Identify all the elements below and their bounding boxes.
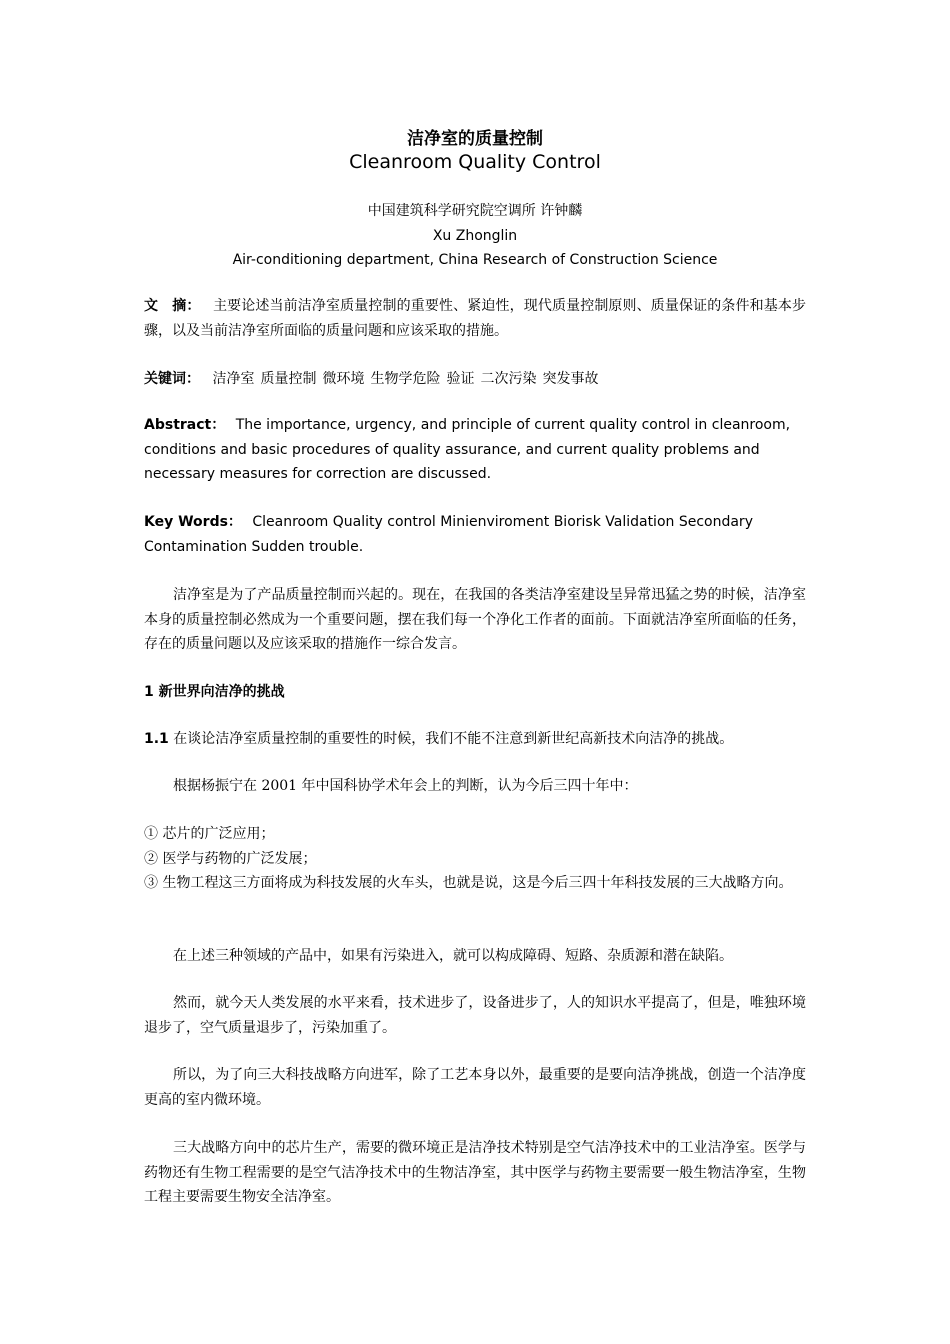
list-item: ① 芯片的广泛应用； — [144, 826, 275, 842]
author-affiliation-english: Air-conditioning department, China Research of Construction Science — [232, 252, 718, 268]
direction-list — [144, 822, 806, 896]
abstract-english-label: Abstract： — [144, 417, 226, 433]
keyword: 微环境 — [322, 371, 365, 387]
keywords-chinese-label: 关键词： — [144, 371, 200, 387]
keyword: 验证 — [446, 371, 475, 387]
section-1-1-number: 1.1 — [144, 731, 169, 747]
body-paragraph: 然而，就今天人类发展的水平来看，技术进步了，设备进步了，人的知识水平提高了，但是，唯独环境退步了，空气质量退步了，污染加重了。 — [144, 995, 806, 1036]
abstract-chinese-label: 文 摘： — [144, 298, 201, 314]
keywords-english-label: Key Words： — [144, 514, 242, 530]
keyword: 二次污染 — [480, 371, 537, 387]
abstract-chinese — [144, 294, 806, 343]
keyword: 质量控制 — [260, 371, 317, 387]
title-chinese: 洁净室的质量控制 — [407, 129, 543, 149]
keywords-chinese-list — [212, 371, 604, 387]
title-english: Cleanroom Quality Control — [349, 151, 601, 173]
abstract-chinese-text: 主要论述当前洁净室质量控制的重要性、紧迫性，现代质量控制原则、质量保证的条件和基本步骤，以及当前洁净室所面临的质量问题和应该采取的措施。 — [144, 298, 807, 339]
abstract-english-text: The importance, urgency, and principle of current quality control in cleanroom, conditions and basic procedures of quality assurance, and current quality problems and necessary measures for correction are discussed. — [144, 417, 791, 482]
body-paragraph: 三大战略方向中的芯片生产，需要的微环境正是洁净技术特别是空气洁净技术中的工业洁净室。医学与药物还有生物工程需要的是空气洁净技术中的生物洁净室，其中医学与药物主要需要一般生物洁净室，生物工程主要需要生物安全洁净室。 — [144, 1140, 806, 1205]
keyword: 洁净室 — [212, 371, 255, 387]
abstract-english — [144, 413, 806, 487]
list-item: ③ 生物工程这三方面将成为科技发展的火车头，也就是说，这是今后三四十年科技发展的三大战略方向。 — [144, 875, 793, 891]
section-1-1-paragraph — [144, 727, 806, 752]
keywords-english — [144, 510, 806, 559]
keyword: 突发事故 — [542, 371, 599, 387]
keyword: 生物学危险 — [370, 371, 441, 387]
body-paragraph: 所以，为了向三大科技战略方向进军，除了工艺本身以外，最重要的是要向洁净挑战，创造一个洁净度更高的室内微环境。 — [144, 1067, 806, 1108]
keywords-chinese — [144, 367, 806, 392]
body-paragraph: 在上述三种领域的产品中，如果有污染进入，就可以构成障碍、短路、杂质源和潜在缺陷。 — [173, 948, 733, 964]
author-name-english: Xu Zhonglin — [432, 227, 518, 244]
section-1-heading: 1 新世界向洁净的挑战 — [144, 684, 285, 700]
author-affiliation-chinese: 中国建筑科学研究院空调所 许钟麟 — [367, 203, 583, 219]
list-item: ② 医学与药物的广泛发展； — [144, 850, 317, 867]
judgement-paragraph: 根据杨振宁在 2001 年中国科协学术年会上的判断，认为今后三四十年中： — [173, 778, 638, 794]
intro-paragraph: 洁净室是为了产品质量控制而兴起的。现在，在我国的各类洁净室建设呈异常迅猛之势的时候，洁净室本身的质量控制必然成为一个重要问题，摆在我们每一个净化工作者的面前。下面就洁净室所面临的任务，存在的质量问题以及应该采取的措施作一综合发言。 — [144, 587, 806, 652]
author-block — [144, 199, 806, 273]
keywords-english-text: Cleanroom Quality control Minienviroment Biorisk Validation Secondary Contamination Sudden trouble. — [144, 514, 753, 555]
section-1-1-text: 在谈论洁净室质量控制的重要性的时候，我们不能不注意到新世纪高新技术向洁净的挑战。 — [173, 731, 734, 747]
